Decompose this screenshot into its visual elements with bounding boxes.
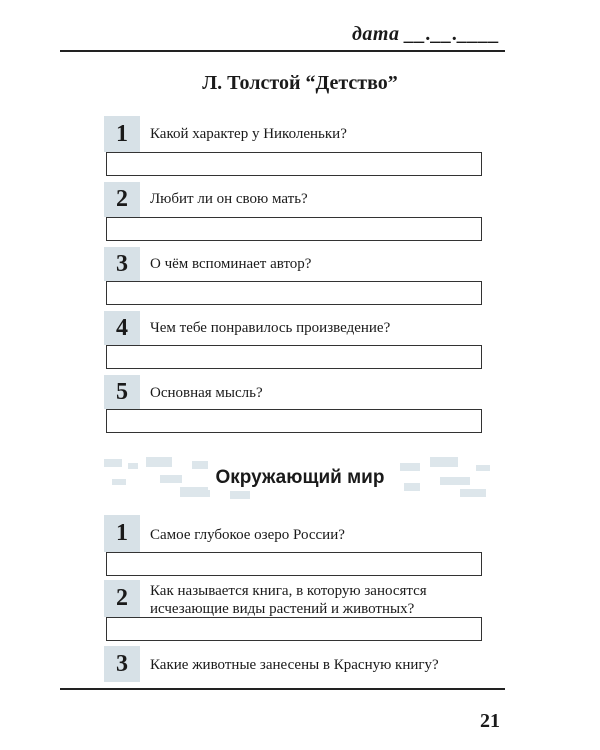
- question-number-5: 5: [104, 375, 140, 409]
- section-title-tolstoy: Л. Толстой “Детство”: [202, 72, 398, 94]
- question-text-1: Какой характер у Николеньки?: [150, 126, 347, 142]
- env-answer-field-1[interactable]: [106, 552, 482, 576]
- answer-field-3[interactable]: [106, 281, 482, 305]
- answer-field-5[interactable]: [106, 409, 482, 433]
- date-label: дата __.__.____: [352, 23, 500, 45]
- answer-field-1[interactable]: [106, 152, 482, 176]
- env-question-text-2-line2: исчезающие виды растений и животных?: [150, 601, 415, 617]
- env-answer-field-2[interactable]: [106, 617, 482, 641]
- question-number-2: 2: [104, 182, 140, 217]
- env-question-text-2-line1: Как называется книга, в которую заносятся: [150, 583, 427, 599]
- top-divider: [60, 50, 505, 52]
- env-question-number-3: 3: [104, 646, 140, 682]
- question-text-3: О чём вспоминает автор?: [150, 256, 312, 272]
- question-text-2: Любит ли он свою мать?: [150, 191, 308, 207]
- section-title-environment: [0, 467, 600, 489]
- answer-field-2[interactable]: [106, 217, 482, 241]
- env-question-text-1: Самое глубокое озеро России?: [150, 527, 345, 543]
- env-question-number-2: 2: [104, 580, 140, 617]
- env-question-number-1: 1: [104, 515, 140, 552]
- bottom-divider: [60, 688, 505, 690]
- section-title-environment-text: Окружающий мир: [208, 465, 393, 490]
- question-number-1: 1: [104, 116, 140, 152]
- answer-field-4[interactable]: [106, 345, 482, 369]
- page-number: 21: [480, 710, 500, 732]
- env-question-text-3: Какие животные занесены в Красную книгу?: [150, 657, 439, 673]
- question-text-4: Чем тебе понравилось произведение?: [150, 320, 391, 336]
- question-text-5: Основная мысль?: [150, 385, 263, 401]
- question-number-4: 4: [104, 311, 140, 345]
- question-number-3: 3: [104, 247, 140, 281]
